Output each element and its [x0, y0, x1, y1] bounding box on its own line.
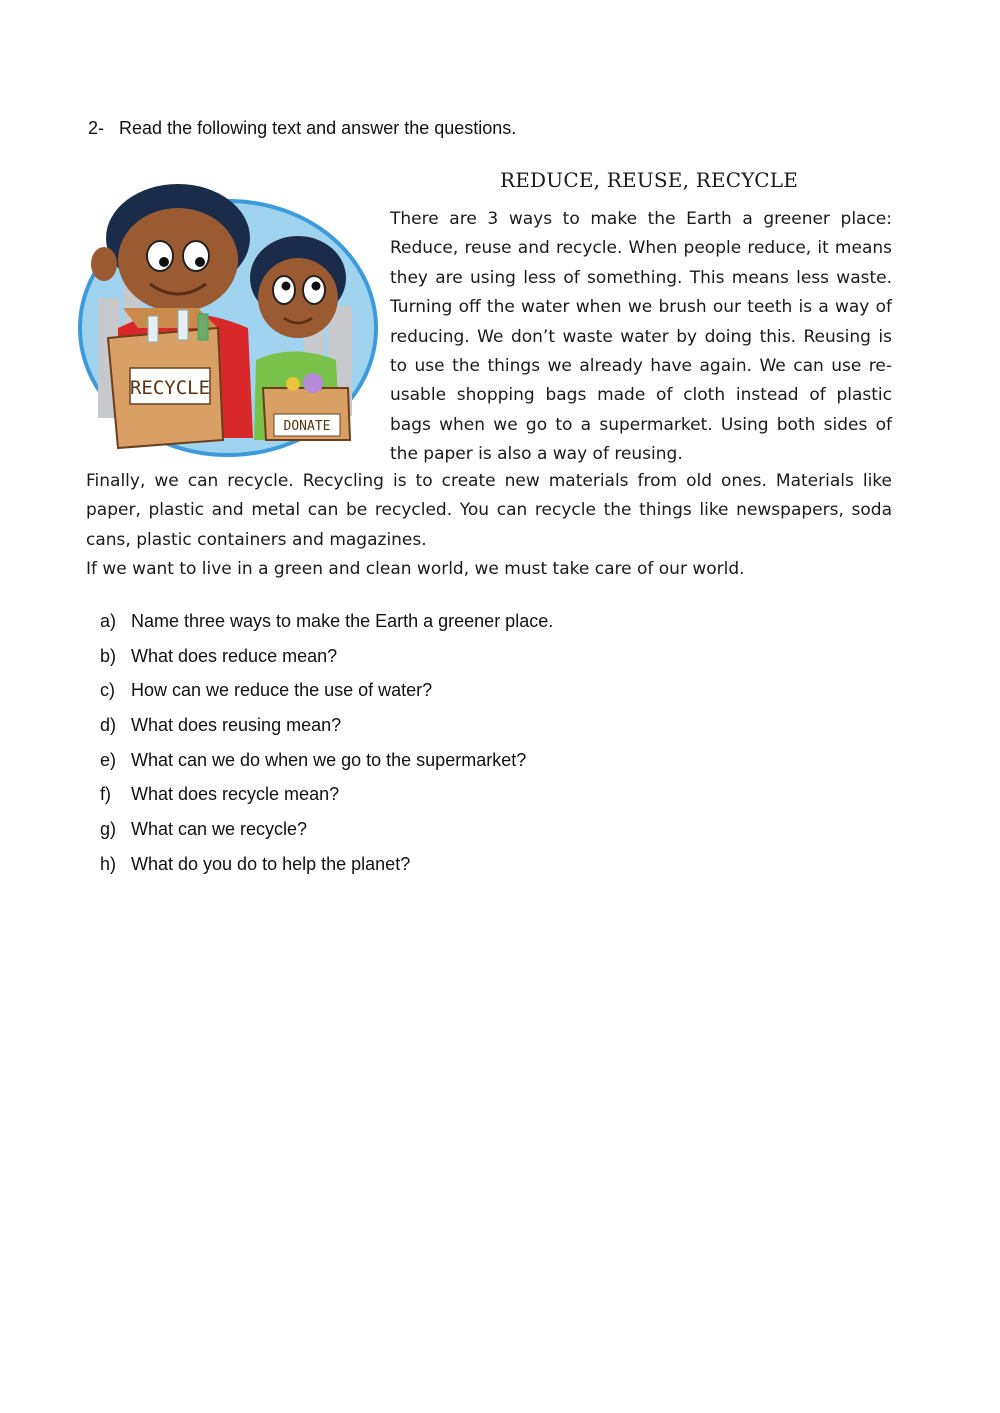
question-text: What does recycle mean?	[131, 784, 340, 805]
question-text: What can we do when we go to the supermarket?	[131, 749, 527, 770]
question-letter: g)	[100, 819, 117, 840]
question-text: What do you do to help the planet?	[131, 853, 411, 874]
question-text: How can we reduce the use of water?	[131, 680, 433, 701]
question-item	[100, 643, 900, 678]
reading-passage-wide	[86, 467, 892, 585]
question-item	[100, 608, 900, 643]
reading-paragraph-1: There are 3 ways to make the Earth a greener place: Reduce, reuse and recycle. When people reduce, it means they are using less of something. This means less waste. Turning off the water when we brush our teeth is a way of reducing. We don’t waste water by doing this. Reusing is to use the things we already have again. We can use re-usable shopping bags made of cloth instead of plastic bags when we go to a supermarket. Using both sides of the paper is also a way of reusing.	[390, 209, 892, 465]
question-letter: c)	[100, 680, 115, 701]
question-letter: b)	[100, 645, 117, 666]
reading-title: REDUCE, REUSE, RECYCLE	[500, 168, 799, 192]
recycle-box-label: RECYCLE	[129, 377, 211, 399]
question-letter: a)	[100, 611, 117, 631]
exercise-number: 2-	[88, 118, 105, 138]
reading-paragraph-3: If we want to live in a green and clean world, we must take care of our world.	[86, 559, 745, 580]
question-item	[100, 712, 900, 747]
younger-boy-face	[258, 258, 338, 338]
question-letter: d)	[100, 715, 117, 736]
question-text: What can we recycle?	[131, 819, 308, 840]
reading-passage-column	[390, 205, 892, 470]
question-text: What does reusing mean?	[131, 715, 342, 736]
reading-paragraph-2: Finally, we can recycle. Recycling is to create new materials from old ones. Materials like paper, plastic and metal can be recycled. You can recycle the things like newspapers, soda cans, plastic containers and magazines.	[86, 471, 892, 550]
question-text: Name three ways to make the Earth a greener place.	[131, 611, 554, 631]
question-letter: e)	[100, 749, 117, 770]
instruction-text: Read the following text and answer the questions.	[119, 118, 517, 138]
recycling-kids-illustration	[78, 178, 378, 458]
question-letter: f)	[100, 784, 111, 805]
older-boy-face	[118, 208, 238, 312]
question-item	[100, 781, 900, 816]
question-item	[100, 851, 900, 886]
question-item	[100, 816, 900, 851]
question-item	[100, 747, 900, 782]
donate-box-label: DONATE	[283, 419, 331, 434]
instruction	[88, 118, 516, 139]
question-letter: h)	[100, 853, 117, 874]
question-list	[100, 608, 900, 886]
question-item	[100, 677, 900, 712]
question-text: What does reduce mean?	[131, 645, 338, 666]
